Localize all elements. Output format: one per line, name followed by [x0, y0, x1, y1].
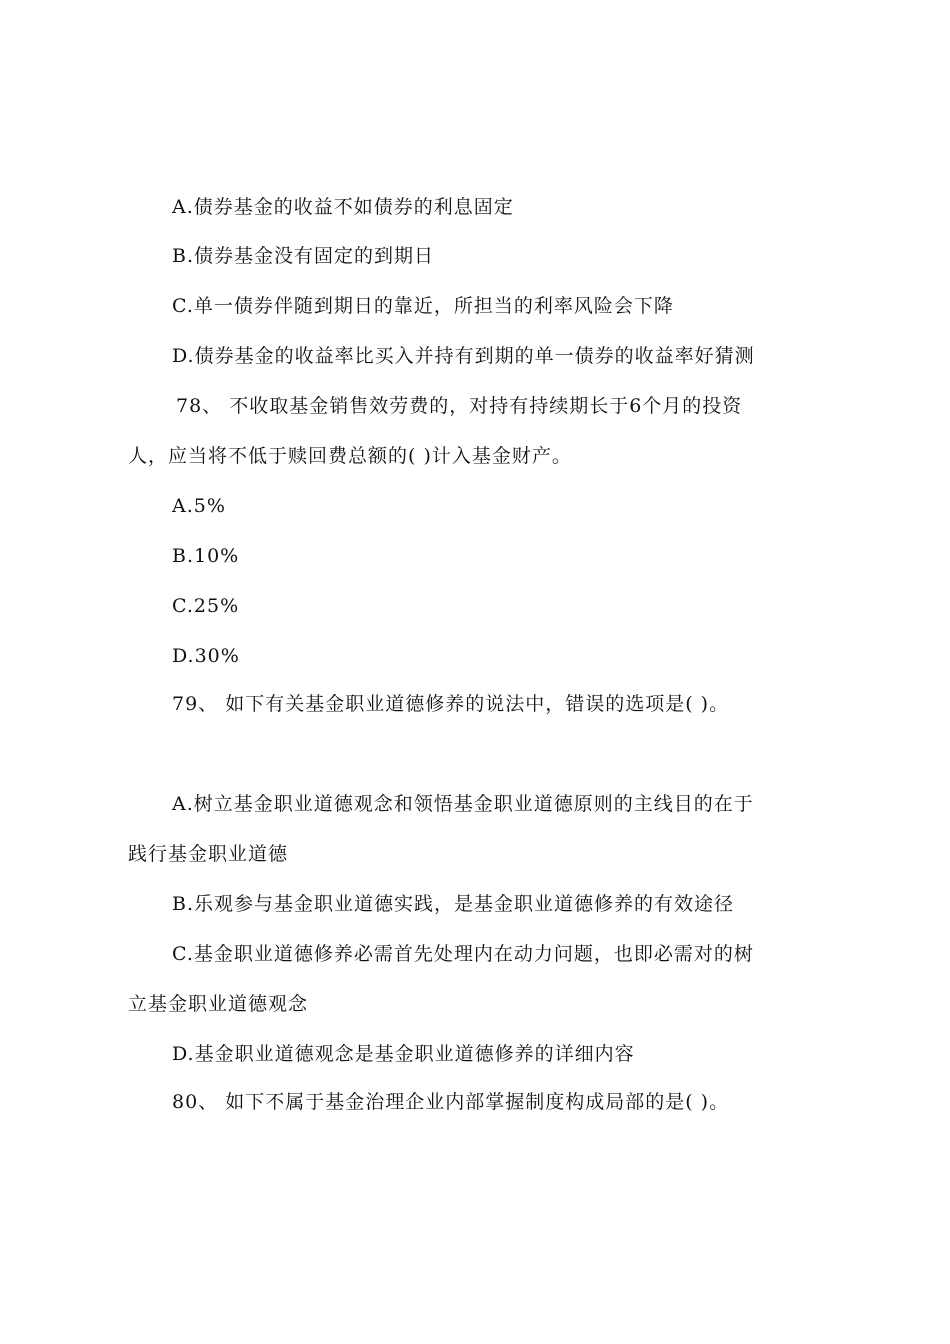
q77-option-a: A.债券基金的收益不如债券的利息固定: [172, 196, 514, 218]
q79-option-d: D.基金职业道德观念是基金职业道德修养的详细内容: [172, 1043, 635, 1065]
q79-option-a-line2: 践行基金职业道德: [128, 843, 289, 865]
q78-stem-line2: 人，应当将不低于赎回费总额的( )计入基金财产。: [128, 445, 572, 467]
q77-option-b: B.债券基金没有固定的到期日: [172, 245, 435, 267]
q79-option-c-line2: 立基金职业道德观念: [128, 993, 309, 1015]
q78-option-b: B.10%: [172, 545, 240, 567]
q77-option-c: C.单一债券伴随到期日的靠近，所担当的利率风险会下降: [172, 295, 674, 317]
q79-option-a-line1: A.树立基金职业道德观念和领悟基金职业道德原则的主线目的在于: [172, 793, 754, 815]
q78-stem-line1: 78、 不收取基金销售效劳费的，对持有持续期长于6个月的投资: [176, 395, 743, 417]
q79-stem: 79、 如下有关基金职业道德修养的说法中，错误的选项是( )。: [172, 693, 730, 715]
q78-option-c: C.25%: [172, 595, 240, 617]
q79-option-c-line1: C.基金职业道德修养必需首先处理内在动力问题，也即必需对的树: [172, 943, 754, 965]
q77-option-d: D.债券基金的收益率比买入并持有到期的单一债券的收益率好猜测: [172, 345, 755, 367]
q79-option-b: B.乐观参与基金职业道德实践，是基金职业道德修养的有效途径: [172, 893, 735, 915]
q78-option-d: D.30%: [172, 645, 240, 667]
q80-stem: 80、 如下不属于基金治理企业内部掌握制度构成局部的是( )。: [172, 1091, 730, 1113]
q78-option-a: A.5%: [172, 495, 226, 517]
